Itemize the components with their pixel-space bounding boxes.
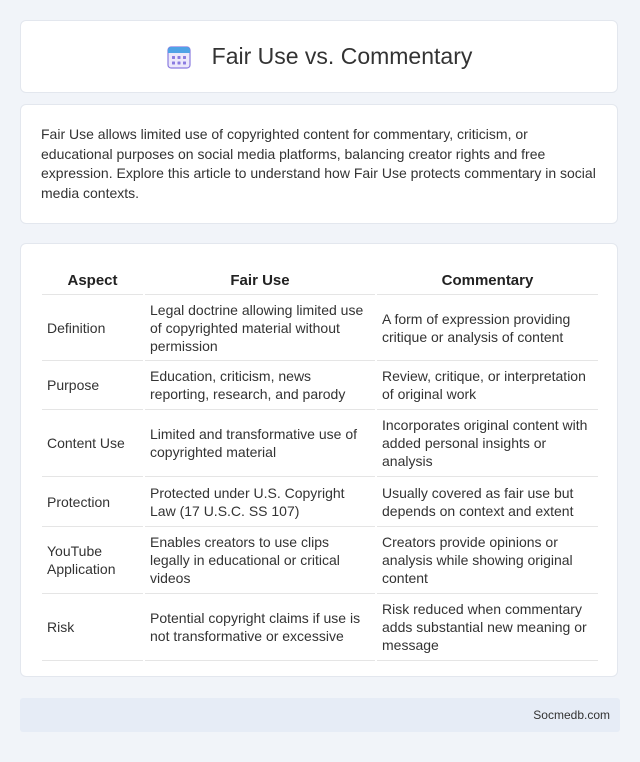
- cell-aspect: Content Use: [42, 410, 143, 477]
- cell-aspect: Protection: [42, 477, 143, 527]
- intro-card: [20, 104, 618, 224]
- cell-fair-use: Education, criticism, news reporting, research, and parody: [145, 361, 375, 410]
- table-header-row: [42, 266, 598, 295]
- header-commentary: Commentary: [377, 266, 598, 295]
- cell-commentary: Risk reduced when commentary adds substantial new meaning or message: [377, 594, 598, 661]
- table-row: [42, 361, 598, 410]
- comparison-card: [20, 243, 618, 677]
- cell-commentary: A form of expression providing critique or analysis of content: [377, 295, 598, 361]
- cell-commentary: Incorporates original content with added personal insights or analysis: [377, 410, 598, 477]
- footer-site-link[interactable]: Socmedb.com: [533, 708, 610, 722]
- table-row: [42, 477, 598, 527]
- cell-fair-use: Protected under U.S. Copyright Law (17 U.S.C. SS 107): [145, 477, 375, 527]
- title-wrap: [166, 43, 473, 70]
- calendar-icon: [166, 44, 192, 70]
- intro-paragraph: Fair Use allows limited use of copyrighted content for commentary, criticism, or educational purposes on social media platforms, balancing creator rights and free expression. Explore this article to understand how Fair Use protects commentary in social media contexts.: [41, 126, 596, 201]
- table-row: [42, 410, 598, 477]
- cell-fair-use: Legal doctrine allowing limited use of copyrighted material without permission: [145, 295, 375, 361]
- cell-aspect: YouTube Application: [42, 527, 143, 594]
- comparison-table: [40, 266, 600, 661]
- cell-commentary: Usually covered as fair use but depends on context and extent: [377, 477, 598, 527]
- cell-aspect: Definition: [42, 295, 143, 361]
- page-title: Fair Use vs. Commentary: [211, 43, 473, 69]
- header-fair-use: Fair Use: [145, 266, 375, 295]
- table-row: [42, 527, 598, 594]
- footer-bar: [20, 698, 620, 732]
- table-row: [42, 594, 598, 661]
- header-aspect: Aspect: [42, 266, 143, 295]
- cell-fair-use: Limited and transformative use of copyrighted material: [145, 410, 375, 477]
- header-card: [20, 20, 618, 93]
- cell-commentary: Review, critique, or interpretation of original work: [377, 361, 598, 410]
- table-row: [42, 295, 598, 361]
- cell-commentary: Creators provide opinions or analysis while showing original content: [377, 527, 598, 594]
- cell-aspect: Purpose: [42, 361, 143, 410]
- cell-fair-use: Enables creators to use clips legally in educational or critical videos: [145, 527, 375, 594]
- cell-aspect: Risk: [42, 594, 143, 661]
- cell-fair-use: Potential copyright claims if use is not transformative or excessive: [145, 594, 375, 661]
